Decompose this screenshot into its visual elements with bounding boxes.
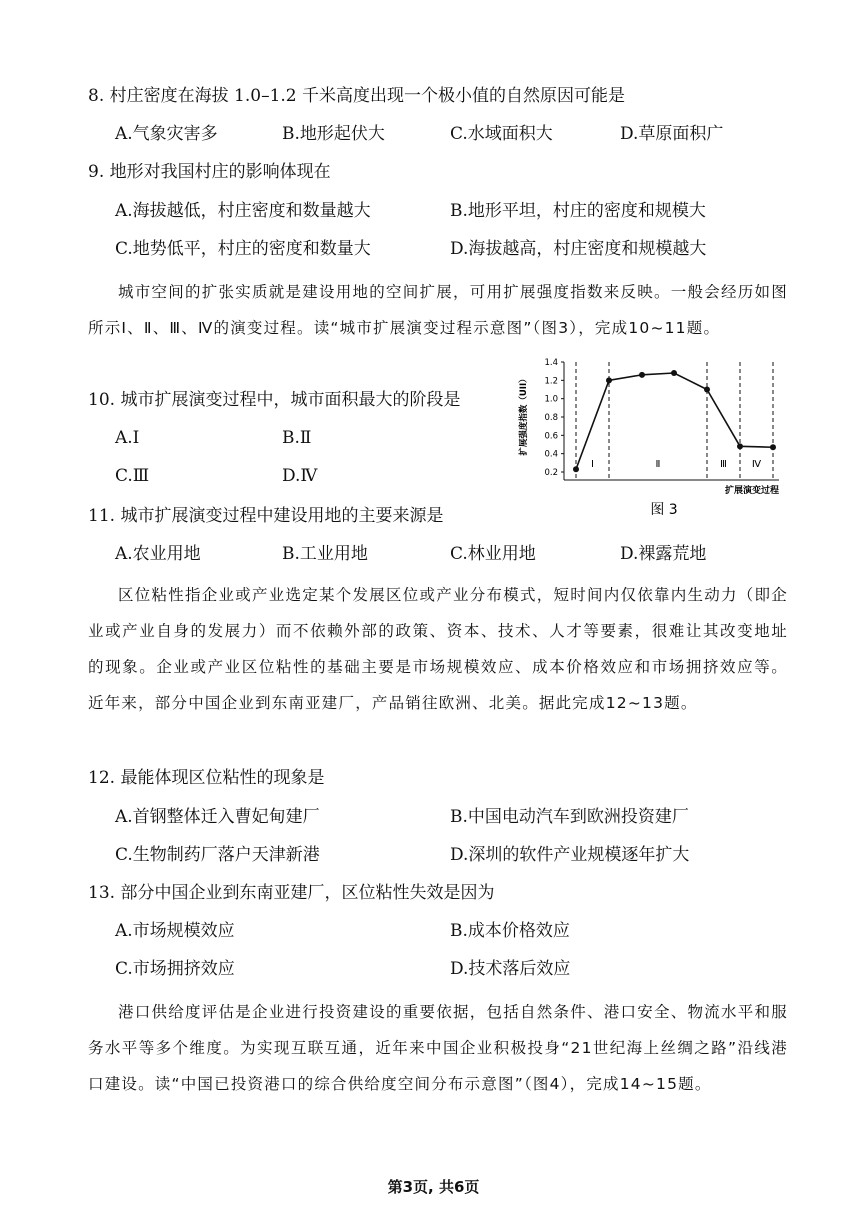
option-c: C.Ⅲ xyxy=(115,466,150,486)
question-8-options xyxy=(0,123,867,145)
y-tick-label: 0.2 xyxy=(544,468,558,478)
y-tick-label: 0.6 xyxy=(544,431,558,442)
option-b: B.地形起伏大 xyxy=(282,124,385,144)
option-c: C.水域面积大 xyxy=(450,124,553,144)
question-13-options-row1 xyxy=(0,920,867,942)
passage-location-stickiness: 区位粘性指企业或产业选定某个发展区位或产业分布模式，短时间内仅依靠内生动力（即企业或产业自身的发展力）而不依赖外部的政策、资本、技术、人才等要素，很难让其改变地址的现象。企业或产业区位粘性的基础主要是市场规模效应、成本价格效应和市场拥挤效应等。近年来，部分中国企业到东南亚建厂，产品销往欧洲、北美。据此完成12~13题。 xyxy=(88,586,788,712)
option-a: A.海拔越低，村庄密度和数量越大 xyxy=(115,201,371,221)
option-c: C.生物制药厂落户天津新港 xyxy=(115,845,320,865)
stage-label: Ⅳ xyxy=(751,459,762,470)
series-line xyxy=(576,373,773,469)
option-c: C.市场拥挤效应 xyxy=(115,959,235,979)
data-point xyxy=(737,443,743,449)
question-8-stem: 8. 村庄密度在海拔 1.0–1.2 千米高度出现一个极小值的自然原因可能是 xyxy=(88,86,626,106)
option-a: A.市场规模效应 xyxy=(115,921,235,941)
data-point xyxy=(671,370,677,376)
data-point xyxy=(606,377,612,383)
option-b: B.成本价格效应 xyxy=(450,921,570,941)
option-d: D.草原面积广 xyxy=(620,124,724,144)
y-tick-label: 0.4 xyxy=(544,449,558,460)
question-11-stem: 11. 城市扩展演变过程中建设用地的主要来源是 xyxy=(88,506,444,526)
question-9-stem: 9. 地形对我国村庄的影响体现在 xyxy=(88,162,331,182)
y-tick-label: 1.2 xyxy=(544,376,558,387)
option-d: D.技术落后效应 xyxy=(450,959,571,979)
y-axis-label: 扩展强度指数（UII） xyxy=(519,374,529,456)
stage-label: Ⅰ xyxy=(591,459,594,470)
x-axis-label: 扩展演变过程 xyxy=(724,486,780,496)
y-tick-label: 0.8 xyxy=(544,413,558,423)
data-point xyxy=(770,444,776,450)
question-11-options xyxy=(0,543,867,565)
option-b: B.中国电动汽车到欧洲投资建厂 xyxy=(450,807,689,827)
data-point xyxy=(704,387,710,393)
option-d: D.裸露荒地 xyxy=(620,544,707,564)
question-10-stem: 10. 城市扩展演变过程中，城市面积最大的阶段是 xyxy=(88,390,461,410)
question-13-stem: 13. 部分中国企业到东南亚建厂，区位粘性失效是因为 xyxy=(88,883,495,903)
option-d: D.海拔越高，村庄密度和规模越大 xyxy=(450,239,707,259)
question-9-options-row1 xyxy=(0,200,867,222)
figure-caption: 图 3 xyxy=(650,502,678,518)
y-tick-label: 1.0 xyxy=(544,394,558,405)
data-point xyxy=(573,466,579,472)
question-12-stem: 12. 最能体现区位粘性的现象是 xyxy=(88,768,325,788)
figure-3-chart xyxy=(514,352,794,522)
question-12-options-row1 xyxy=(0,806,867,828)
option-a: A.气象灾害多 xyxy=(115,124,218,144)
option-d: D.Ⅳ xyxy=(282,466,318,486)
option-b: B.Ⅱ xyxy=(282,428,312,448)
option-d: D.深圳的软件产业规模逐年扩大 xyxy=(450,845,690,865)
page-number: 第3页, 共6页 xyxy=(387,1178,480,1196)
question-9-options-row2 xyxy=(0,238,867,260)
data-point xyxy=(639,372,645,378)
passage-port-supply: 港口供给度评估是企业进行投资建设的重要依据，包括自然条件、港口安全、物流水平和服务水平等多个维度。为实现互联互通，近年来中国企业积极投身“21世纪海上丝绸之路”沿线港口建设。读“中国已投资港口的综合供给度空间分布示意图”（图4），完成14~15题。 xyxy=(88,1003,788,1093)
question-12-options-row2 xyxy=(0,844,867,866)
stage-label: Ⅲ xyxy=(720,459,727,470)
option-a: A.首钢整体迁入曹妃甸建厂 xyxy=(115,807,320,827)
question-13-options-row2 xyxy=(0,958,867,980)
y-tick-label: 1.4 xyxy=(544,358,558,368)
option-c: C.地势低平，村庄的密度和数量大 xyxy=(115,239,371,259)
option-b: B.地形平坦，村庄的密度和规模大 xyxy=(450,201,706,221)
option-a: A.农业用地 xyxy=(115,544,201,564)
stage-label: Ⅱ xyxy=(655,459,661,470)
option-b: B.工业用地 xyxy=(282,544,368,564)
passage-urban-expansion: 城市空间的扩张实质就是建设用地的空间扩展，可用扩展强度指数来反映。一般会经历如图所示Ⅰ、Ⅱ、Ⅲ、Ⅳ的演变过程。读“城市扩展演变过程示意图”（图3），完成10~11题。 xyxy=(88,283,788,337)
option-a: A.Ⅰ xyxy=(115,428,140,448)
option-c: C.林业用地 xyxy=(450,544,536,564)
